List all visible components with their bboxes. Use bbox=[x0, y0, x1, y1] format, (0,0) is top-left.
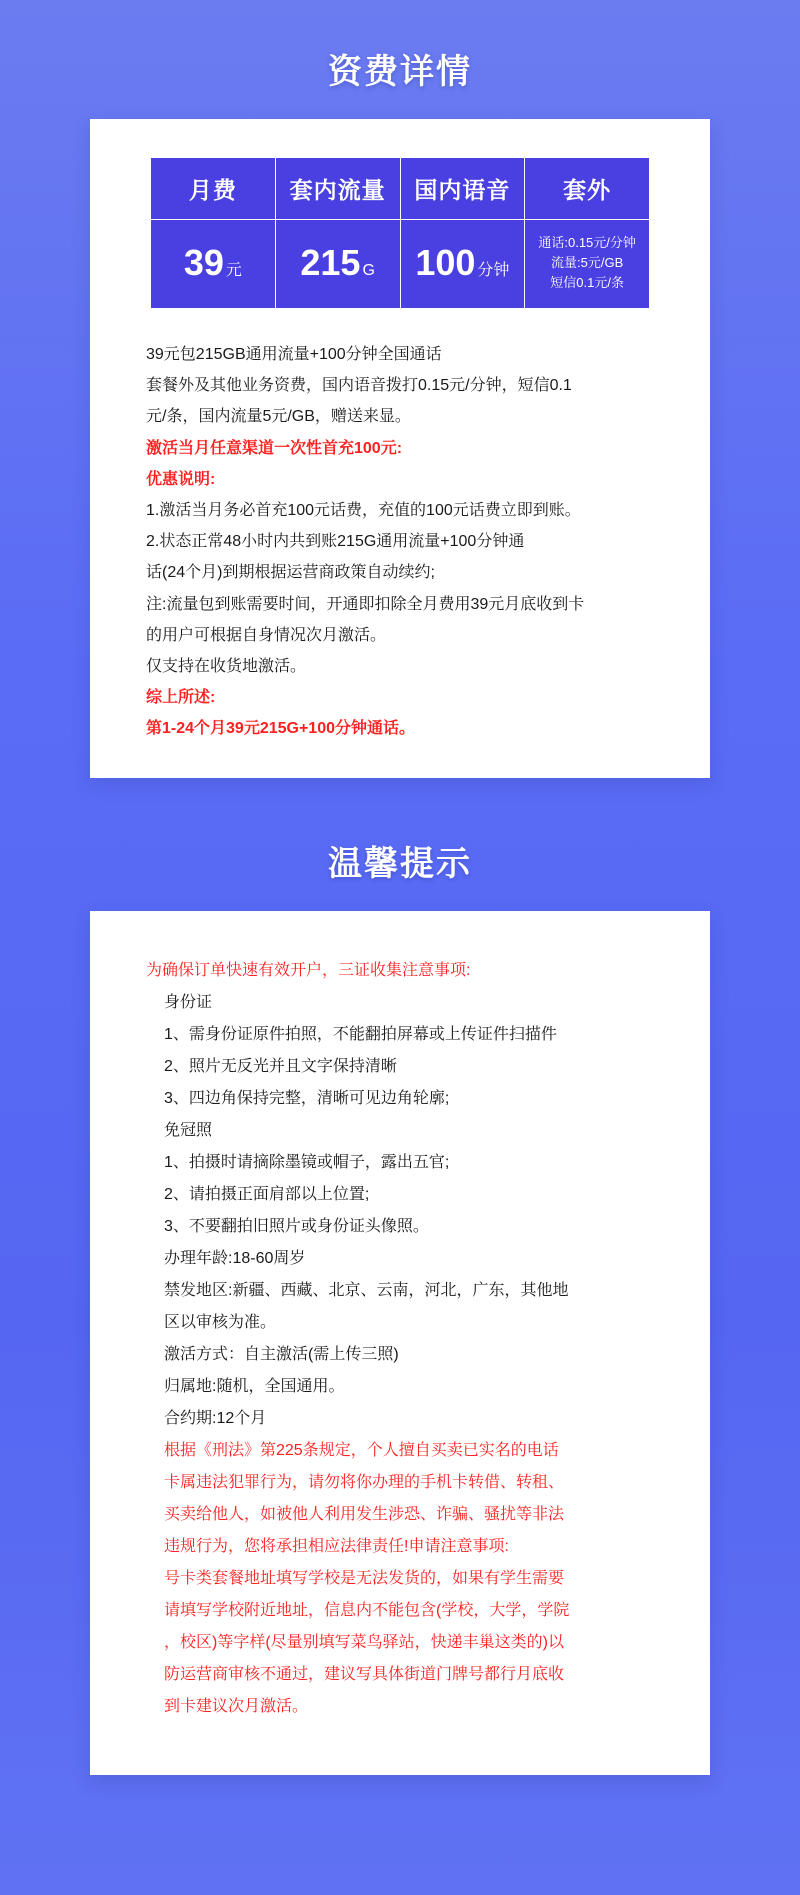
tips-line-4: 2、照片无反光并且文字保持清晰 bbox=[164, 1058, 397, 1076]
tips-text-block bbox=[146, 955, 654, 1723]
fee-details-section bbox=[0, 44, 800, 778]
fee-line-8: 话(24个月)到期根据运营商政策自动续约; bbox=[146, 564, 435, 582]
tips-line-19: 违规行为，您将承担相应法律责任!申请注意事项: bbox=[164, 1538, 509, 1556]
tips-line-9: 3、不要翻拍旧照片或身份证头像照。 bbox=[164, 1218, 429, 1236]
tips-line-20: 号卡类套餐地址填写学校是无法发货的，如果有学生需要 bbox=[164, 1570, 565, 1588]
tips-line-6: 免冠照 bbox=[164, 1122, 213, 1140]
price-cell-overage bbox=[525, 220, 650, 309]
fee-section-title: 资费详情 bbox=[328, 53, 472, 91]
data-value: 215 bbox=[300, 242, 361, 283]
price-table-header-overage: 套外 bbox=[525, 158, 650, 220]
tips-line-23: 防运营商审核不通过，建议写具体街道门牌号都行月底收 bbox=[164, 1666, 565, 1684]
section-gap bbox=[0, 778, 800, 836]
price-cell-monthly-fee bbox=[151, 220, 276, 309]
tips-line-16: 根据《刑法》第225条规定，个人擅自买卖已实名的电话 bbox=[164, 1442, 559, 1460]
tips-line-17: 卡属违法犯罪行为，请勿将你办理的手机卡转借、转租、 bbox=[164, 1474, 565, 1492]
tips-line-8: 2、请拍摄正面肩部以上位置; bbox=[164, 1186, 370, 1204]
fee-line-11: 仅支持在收货地激活。 bbox=[146, 657, 307, 675]
fee-line-6: 1.激活当月务必首充100元话费，充值的100元话费立即到账。 bbox=[146, 501, 581, 519]
tips-line-11: 禁发地区:新疆、西藏、北京、云南，河北，广东，其他地 bbox=[164, 1282, 569, 1300]
fee-line-5: 优惠说明: bbox=[146, 470, 216, 488]
price-table-header-voice: 国内语音 bbox=[400, 158, 525, 220]
price-table-header-data: 套内流量 bbox=[275, 158, 400, 220]
tips-section-title: 温馨提示 bbox=[328, 845, 472, 884]
tips-line-13: 激活方式：自主激活(需上传三照) bbox=[164, 1346, 399, 1364]
tips-line-7: 1、拍摄时请摘除墨镜或帽子，露出五官; bbox=[164, 1154, 450, 1172]
tips-section bbox=[0, 836, 800, 1775]
monthly-fee-unit: 元 bbox=[225, 262, 242, 279]
price-table-header-row bbox=[151, 158, 650, 220]
price-cell-voice bbox=[400, 220, 525, 309]
price-table-value-row bbox=[151, 220, 650, 309]
tips-line-24: 到卡建议次月激活。 bbox=[164, 1698, 309, 1716]
fee-line-13: 第1-24个月39元215G+100分钟通话。 bbox=[146, 720, 416, 738]
tips-line-10: 办理年龄:18-60周岁 bbox=[164, 1250, 306, 1268]
price-cell-data bbox=[275, 220, 400, 309]
fee-line-12: 综上所述: bbox=[146, 689, 216, 707]
fee-line-1: 39元包215GB通用流量+100分钟全国通话 bbox=[146, 346, 442, 363]
tips-line-15: 合约期:12个月 bbox=[164, 1410, 267, 1428]
fee-details-card bbox=[90, 119, 710, 778]
tips-line-18: 买卖给他人，如被他人利用发生涉恐、诈骗、骚扰等非法 bbox=[164, 1506, 565, 1524]
overage-data-rate: 流量:5元/GB bbox=[551, 254, 624, 270]
overage-detail-list bbox=[525, 233, 649, 293]
tips-line-1: 为确保订单快速有效开户，三证收集注意事项: bbox=[146, 962, 471, 980]
tips-card bbox=[90, 911, 710, 1775]
data-unit: G bbox=[362, 262, 375, 279]
voice-value: 100 bbox=[415, 242, 476, 283]
tips-line-21: 请填写学校附近地址，信息内不能包含(学校，大学，学院 bbox=[164, 1602, 570, 1620]
voice-unit: 分钟 bbox=[477, 262, 510, 279]
price-table bbox=[150, 157, 650, 309]
tips-line-22: ，校区)等字样(尽量别填写菜鸟驿站，快递丰巢这类的)以 bbox=[164, 1634, 564, 1652]
fee-line-9: 注:流量包到账需要时间，开通即扣除全月费用39元月底收到卡 bbox=[146, 595, 585, 613]
fee-line-2: 套餐外及其他业务资费，国内语音拨打0.15元/分钟，短信0.1 bbox=[146, 377, 572, 395]
fee-line-7: 2.状态正常48小时内共到账215G通用流量+100分钟通 bbox=[146, 533, 525, 551]
tips-line-12: 区以审核为准。 bbox=[164, 1314, 277, 1332]
fee-line-10: 的用户可根据自身情况次月激活。 bbox=[146, 626, 387, 644]
tips-line-5: 3、四边角保持完整，清晰可见边角轮廓; bbox=[164, 1090, 450, 1108]
monthly-fee-value: 39 bbox=[183, 242, 224, 283]
tips-line-2: 身份证 bbox=[164, 994, 213, 1012]
fee-line-4: 激活当月任意渠道一次性首充100元: bbox=[146, 439, 403, 457]
overage-sms-rate: 短信0.1元/条 bbox=[550, 275, 624, 291]
bottom-spacer bbox=[0, 1775, 800, 1829]
tips-line-14: 归属地:随机，全国通用。 bbox=[164, 1378, 345, 1396]
price-table-header-monthly-fee: 月费 bbox=[151, 158, 276, 220]
fee-line-3: 元/条，国内流量5元/GB，赠送来显。 bbox=[146, 408, 411, 426]
fee-description bbox=[146, 339, 654, 744]
overage-call-rate: 通话:0.15元/分钟 bbox=[538, 234, 636, 250]
tips-line-3: 1、需身份证原件拍照，不能翻拍屏幕或上传证件扫描件 bbox=[164, 1026, 557, 1044]
